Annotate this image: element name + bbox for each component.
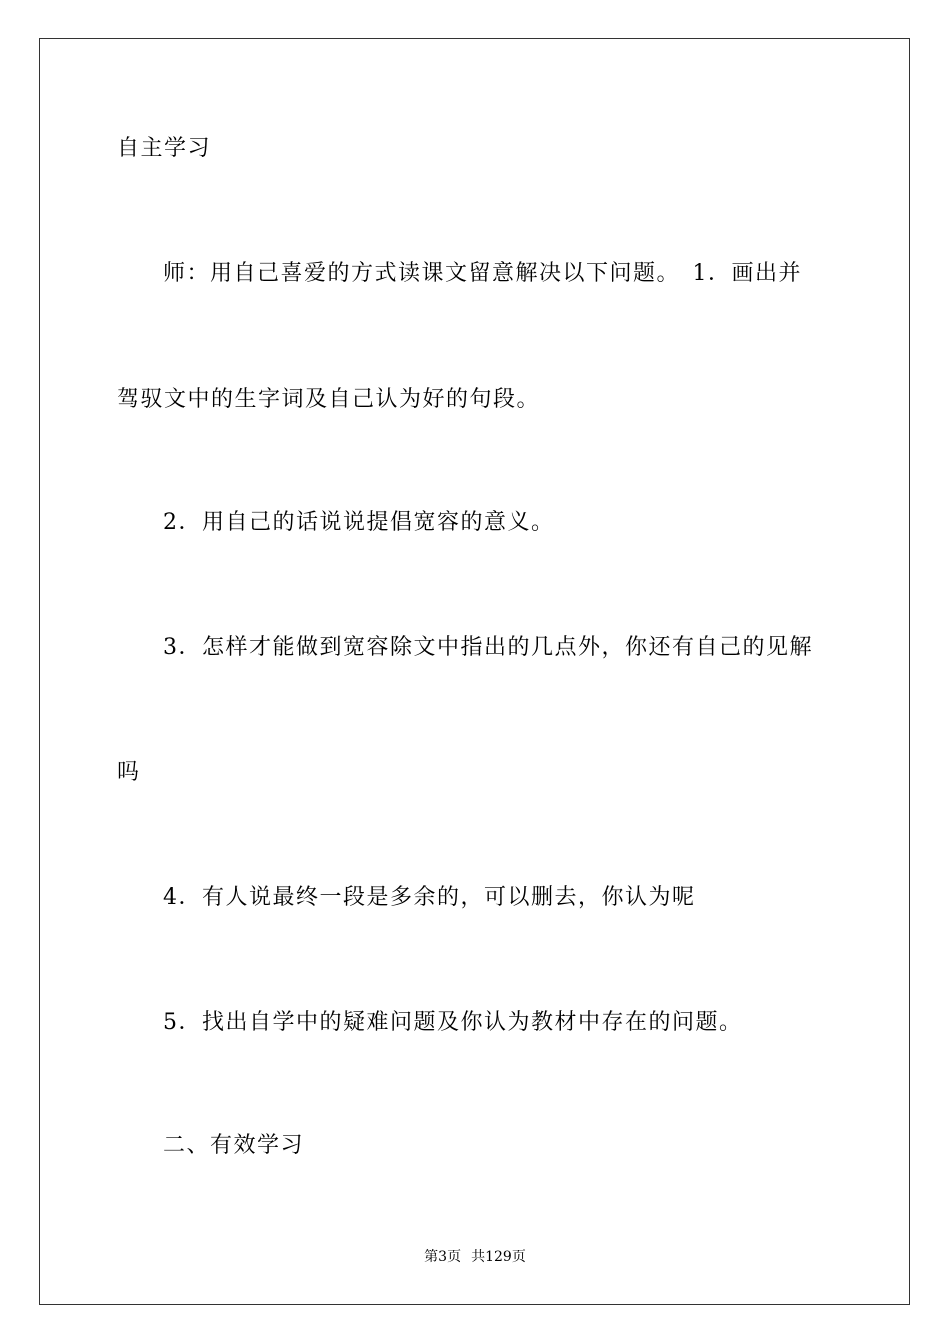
paragraph-line: 3．怎样才能做到宽容除文中指出的几点外，你还有自己的见解 xyxy=(163,635,813,660)
section-heading: 二、有效学习 xyxy=(163,1133,305,1158)
page-border xyxy=(39,38,910,1305)
paragraph-line: 4．有人说最终一段是多余的，可以删去，你认为呢 xyxy=(163,885,696,910)
page-number: 第3页 xyxy=(424,1249,462,1265)
paragraph-line: 驾驭文中的生字词及自己认为好的句段。 xyxy=(117,387,541,412)
paragraph-line: 吗 xyxy=(117,760,141,785)
page-total: 共129页 xyxy=(471,1249,526,1265)
section-heading: 自主学习 xyxy=(117,136,212,161)
paragraph-line: 师：用自己喜爱的方式读课文留意解决以下问题。 1．画出并 xyxy=(163,261,802,286)
paragraph-line: 5．找出自学中的疑难问题及你认为教材中存在的问题。 xyxy=(163,1010,743,1035)
page-footer xyxy=(0,1248,950,1266)
paragraph-line: 2．用自己的话说说提倡宽容的意义。 xyxy=(163,510,555,535)
